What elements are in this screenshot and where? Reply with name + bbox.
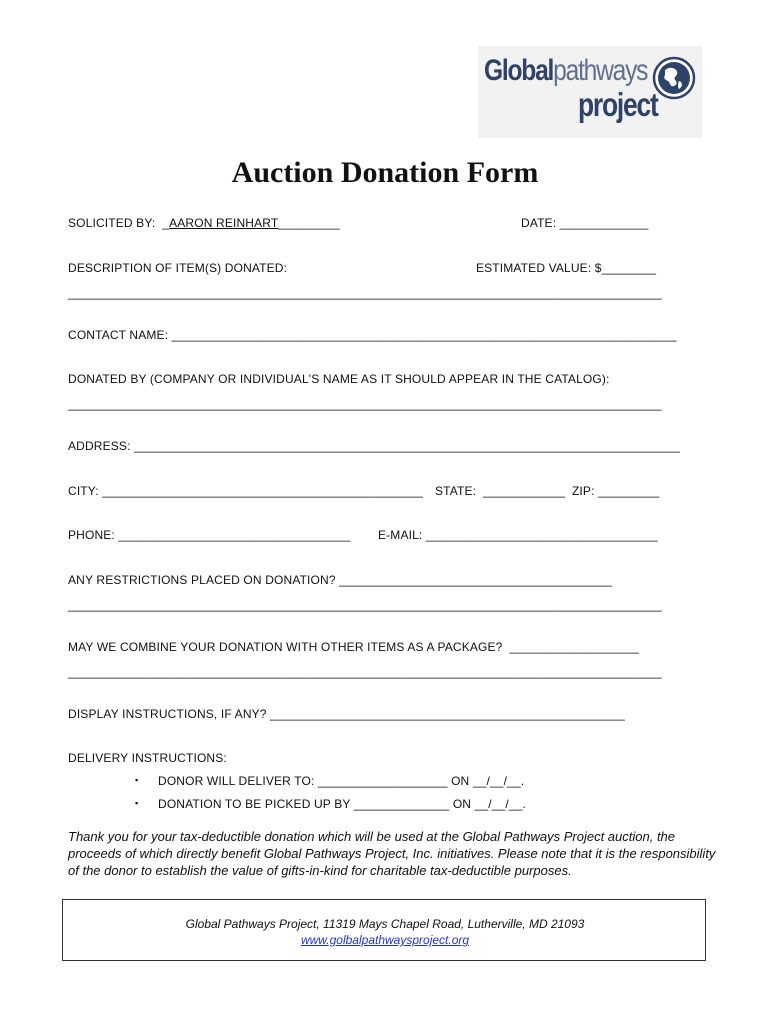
date-field[interactable]: DATE: _____________ [521, 216, 649, 230]
restrictions-field[interactable]: ANY RESTRICTIONS PLACED ON DONATION? ________________________________________ [68, 573, 613, 587]
city-field[interactable]: CITY: _______________________________________________ [68, 484, 423, 498]
combine-field[interactable]: MAY WE COMBINE YOUR DONATION WITH OTHER ITEMS AS A PACKAGE? ___________________ [68, 640, 640, 654]
description-label: DESCRIPTION OF ITEM(S) DONATED: [68, 261, 288, 275]
delivery-label: DELIVERY INSTRUCTIONS: [68, 751, 227, 765]
restrictions-line[interactable]: _______________________________________________________________________________________ [68, 598, 662, 612]
donated-by-label: DONATED BY (COMPANY OR INDIVIDUAL'S NAME AS IT SHOULD APPEAR IN THE CATALOG): [68, 372, 610, 386]
solicited-by-value: AARON REINHART [169, 216, 279, 230]
footer-address: Global Pathways Project, 11319 Mays Chapel Road, Lutherville, MD 21093 [185, 917, 585, 931]
display-instructions-field[interactable]: DISPLAY INSTRUCTIONS, IF ANY? ____________________________________________________ [68, 707, 625, 721]
footer-box [62, 899, 706, 961]
phone-field[interactable]: PHONE: __________________________________ [68, 528, 351, 542]
address-field[interactable]: ADDRESS: ________________________________________________________________________________ [68, 439, 680, 453]
donor-deliver-field[interactable]: DONOR WILL DELIVER TO: ___________________ ON __/__/__. [158, 774, 525, 788]
solicited-by-field[interactable]: SOLICITED BY: _AARON REINHART_________ [68, 216, 340, 230]
contact-name-field[interactable]: CONTACT NAME: __________________________________________________________________________ [68, 328, 677, 342]
combine-line[interactable]: _______________________________________________________________________________________ [68, 665, 662, 679]
website-link[interactable]: www.golbalpathwaysproject.org [300, 933, 470, 947]
bullet-marker: ▪ [135, 798, 139, 808]
thank-you-note: Thank you for your tax-deductible donation which will be used at the Global Pathways Project auction, the proceeds of which directly benefit Global Pathways Project, Inc. initiatives. Please note that it is the responsibility of the donor to establish the value of gifts-in-kind for charitable tax-deductible purposes. [68, 829, 716, 878]
state-zip-field[interactable]: STATE: ____________ ZIP: _________ [435, 484, 660, 498]
donated-by-line[interactable]: _______________________________________________________________________________________ [68, 397, 662, 411]
form-title: Auction Donation Form [231, 156, 539, 189]
logo-project-text: project [578, 86, 658, 123]
globe-icon [652, 56, 696, 100]
email-field[interactable]: E-MAIL: __________________________________ [378, 528, 658, 542]
description-line[interactable]: _______________________________________________________________________________________ [68, 286, 662, 300]
logo-wordmark: Globalpathways [484, 54, 648, 87]
estimated-value-field[interactable]: ESTIMATED VALUE: $________ [476, 261, 657, 275]
logo [478, 46, 702, 138]
bullet-marker: ▪ [135, 775, 139, 785]
pickup-field[interactable]: DONATION TO BE PICKED UP BY ______________ ON __/__/__. [158, 797, 527, 811]
